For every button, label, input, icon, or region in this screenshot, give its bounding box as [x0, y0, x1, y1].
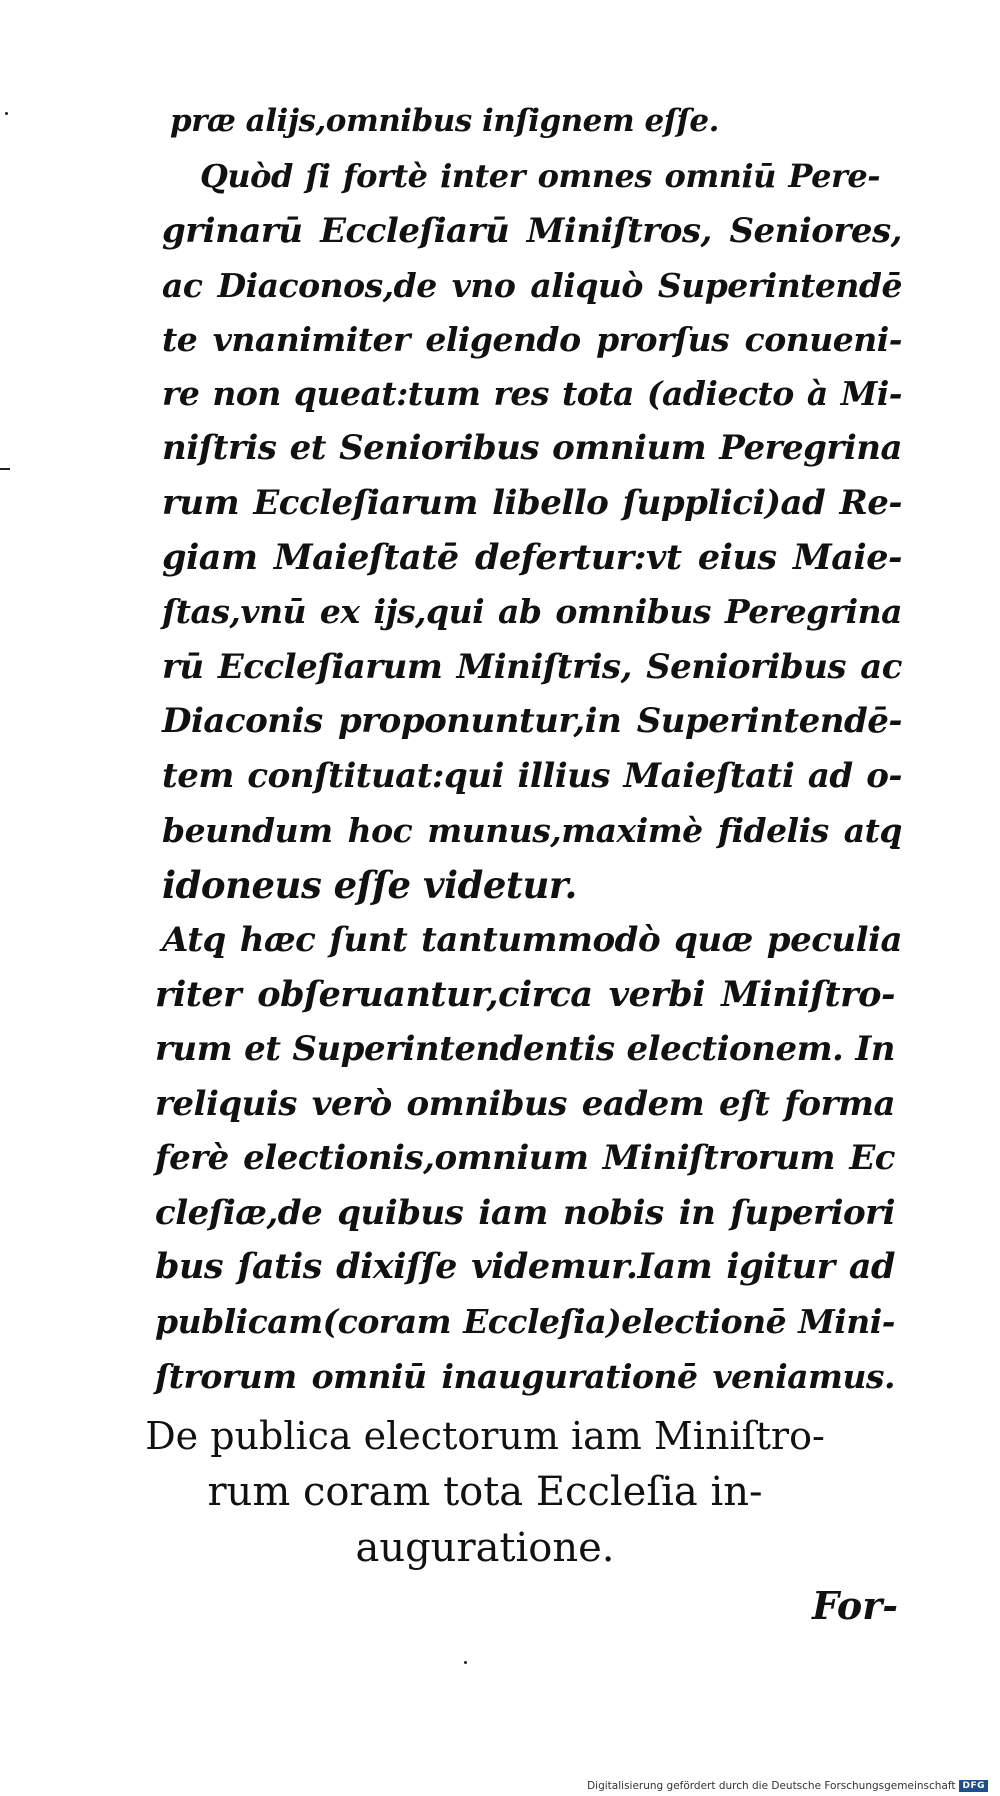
text-line: reliquis verò omnibus eadem eſt forma	[155, 1084, 895, 1124]
text-line: ferè electionis,omnium Miniſtrorum Ec	[155, 1138, 895, 1178]
text-line: præ alijs,omnibus inſignem eſſe.	[170, 103, 719, 139]
text-line: ſtrorum omniū inaugurationē veniamus.	[155, 1357, 895, 1396]
text-line: grinarū Eccleſiarū Miniſtros, Seniores,	[162, 211, 902, 251]
text-line: ac Diaconos,de vno aliquò Superintendē	[162, 266, 902, 305]
heading-line: De publica electorum iam Miniſtro-	[145, 1414, 825, 1458]
text-line: riter obſeruantur,circa verbi Miniſtro-	[155, 974, 895, 1015]
footer-text: Digitalisierung gefördert durch die Deutsche Forschungsgemeinschaft	[587, 1780, 956, 1792]
text-line: tem conſtituat:qui illius Maieſtati ad o-	[162, 756, 902, 796]
dfg-logo: DFG	[959, 1780, 988, 1792]
text-line: niſtris et Senioribus omnium Peregrina	[162, 428, 902, 468]
text-line: cleſiæ,de quibus iam nobis in ſuperiori	[155, 1193, 895, 1233]
page-speck	[0, 468, 10, 470]
page-speck	[5, 112, 8, 115]
text-line: publicam(coram Eccleſia)electionē Mini-	[155, 1302, 895, 1341]
text-line: Diaconis proponuntur,in Superintendē-	[162, 701, 902, 741]
catchword: For-	[812, 1583, 899, 1628]
text-line: rum Eccleſiarum libello ſupplici)ad Re-	[162, 483, 902, 523]
heading-line: auguratione.	[355, 1525, 615, 1571]
text-line: beundum hoc munus,maximè fidelis atq̧	[162, 811, 902, 850]
text-line: bus ſatis dixiſſe videmur.Iam igitur ad	[155, 1246, 895, 1287]
text-line: idoneus eſſe videtur.	[162, 863, 577, 907]
text-line: Quòd ſi fortè inter omnes omniū Pere-	[200, 157, 880, 195]
page-speck	[464, 1661, 467, 1664]
text-line: te vnanimiter eligendo prorſus conueni-	[162, 320, 902, 359]
text-line: ſtas,vnū ex ijs,qui ab omnibus Peregrina	[162, 592, 902, 631]
text-line: giam Maieſtatē defertur:vt eius Maie-	[162, 537, 902, 578]
footer	[587, 1780, 988, 1792]
text-line: re non queat:tum res tota (adiecto à Mi-	[162, 374, 902, 413]
text-line: Atq̧ hæc ſunt tantummodò quæ peculia	[162, 920, 902, 960]
text-line: rū Eccleſiarum Miniſtris, Senioribus ac	[162, 647, 902, 687]
text-line: rum et Superintendentis electionem. In	[155, 1029, 895, 1069]
heading-line: rum coram tota Eccleſia in-	[207, 1469, 763, 1515]
